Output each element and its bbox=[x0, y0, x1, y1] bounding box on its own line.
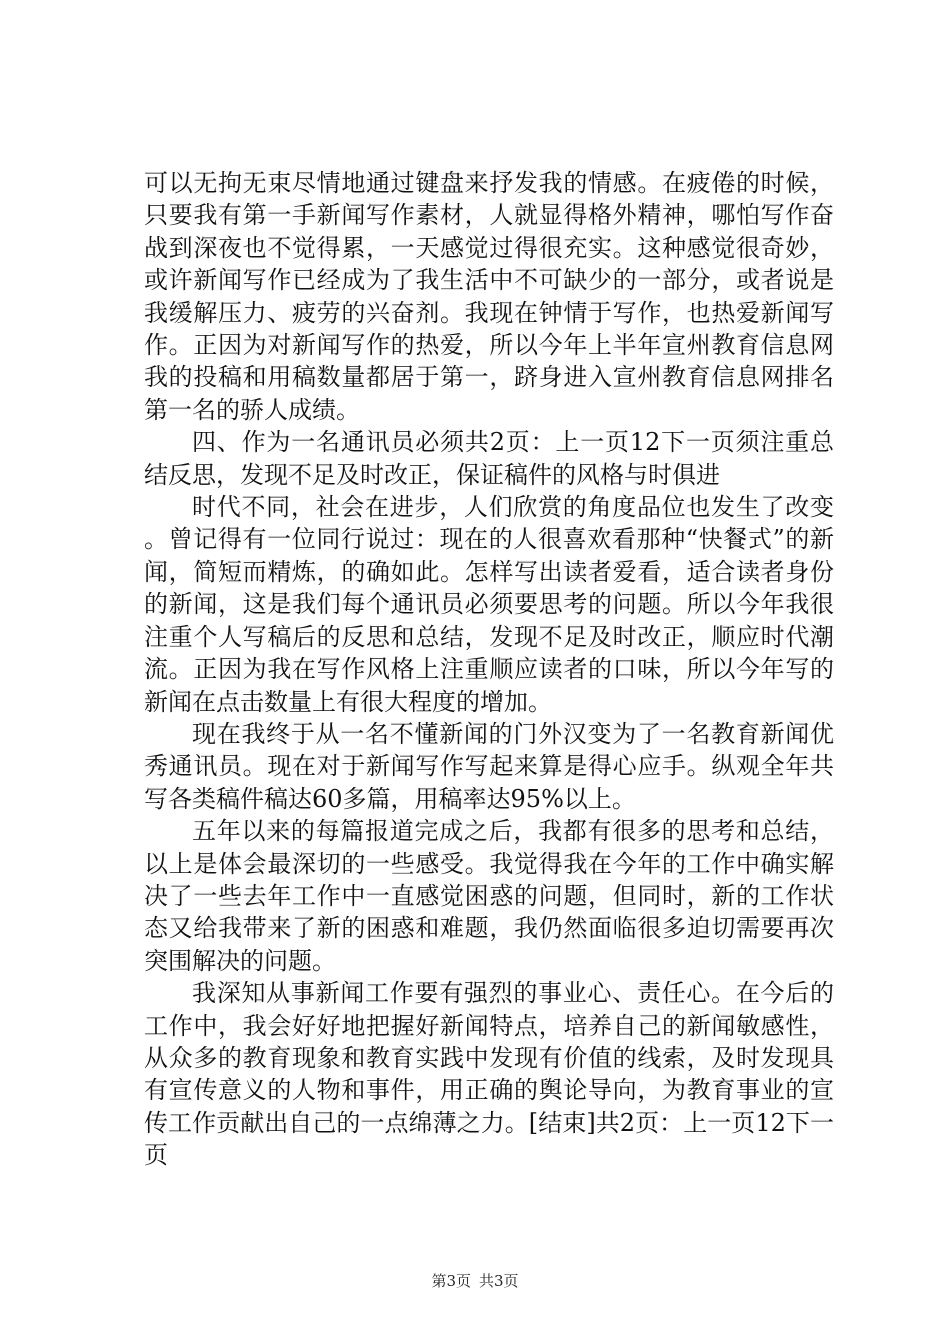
paragraph-section-heading: 四、作为一名通讯员必须共2页：上一页12下一页须注重总结反思，发现不足及时改正，保证稿件的风格与时俱进 bbox=[144, 428, 834, 489]
page-number: 第3页 bbox=[431, 1272, 471, 1290]
page-total: 共3页 bbox=[479, 1272, 519, 1290]
paragraph: 现在我终于从一名不懂新闻的门外汉变为了一名教育新闻优秀通讯员。现在对于新闻写作写起来算是得心应手。纵观全年共写各类稿件稿达60多篇，用稿率达95%以上。 bbox=[144, 719, 834, 813]
document-body bbox=[144, 167, 834, 1172]
paragraph-closing: 我深知从事新闻工作要有强烈的事业心、责任心。在今后的工作中，我会好好地把握好新闻特点，培养自己的新闻敏感性，从众多的教育现象和教育实践中发现有价值的线索，及时发现具有宣传意义的人物和事件，用正确的舆论导向，为教育事业的宣传工作贡献出自己的一点绵薄之力。[结束]共2页：上一页12下一页 bbox=[144, 979, 834, 1170]
paragraph: 时代不同，社会在进步，人们欣赏的角度品位也发生了改变。曾记得有一位同行说过：现在的人很喜欢看那种“快餐式”的新闻，简短而精炼，的确如此。怎样写出读者爱看，适合读者身份的新闻，这是我们每个通讯员必须要思考的问题。所以今年我很注重个人写稿后的反思和总结，发现不足及时改正，顺应时代潮流。正因为我在写作风格上注重顺应读者的口味，所以今年写的新闻在点击数量上有很大程度的增加。 bbox=[144, 493, 834, 716]
page-footer bbox=[0, 1271, 950, 1291]
paragraph: 五年以来的每篇报道完成之后，我都有很多的思考和总结，以上是体会最深切的一些感受。我觉得我在今年的工作中确实解决了一些去年工作中一直感觉困惑的问题，但同时，新的工作状态又给我带来了新的困惑和难题，我仍然面临很多迫切需要再次突围解决的问题。 bbox=[144, 817, 834, 975]
paragraph-continuation: 可以无拘无束尽情地通过键盘来抒发我的情感。在疲倦的时候，只要我有第一手新闻写作素材，人就显得格外精神，哪怕写作奋战到深夜也不觉得累，一天感觉过得很充实。这种感觉很奇妙，或许新闻写作已经成为了我生活中不可缺少的一部分，或者说是我缓解压力、疲劳的兴奋剂。我现在钟情于写作，也热爱新闻写作。正因为对新闻写作的热爱，所以今年上半年宣州教育信息网我的投稿和用稿数量都居于第一，跻身进入宣州教育信息网排名第一名的骄人成绩。 bbox=[144, 169, 834, 424]
